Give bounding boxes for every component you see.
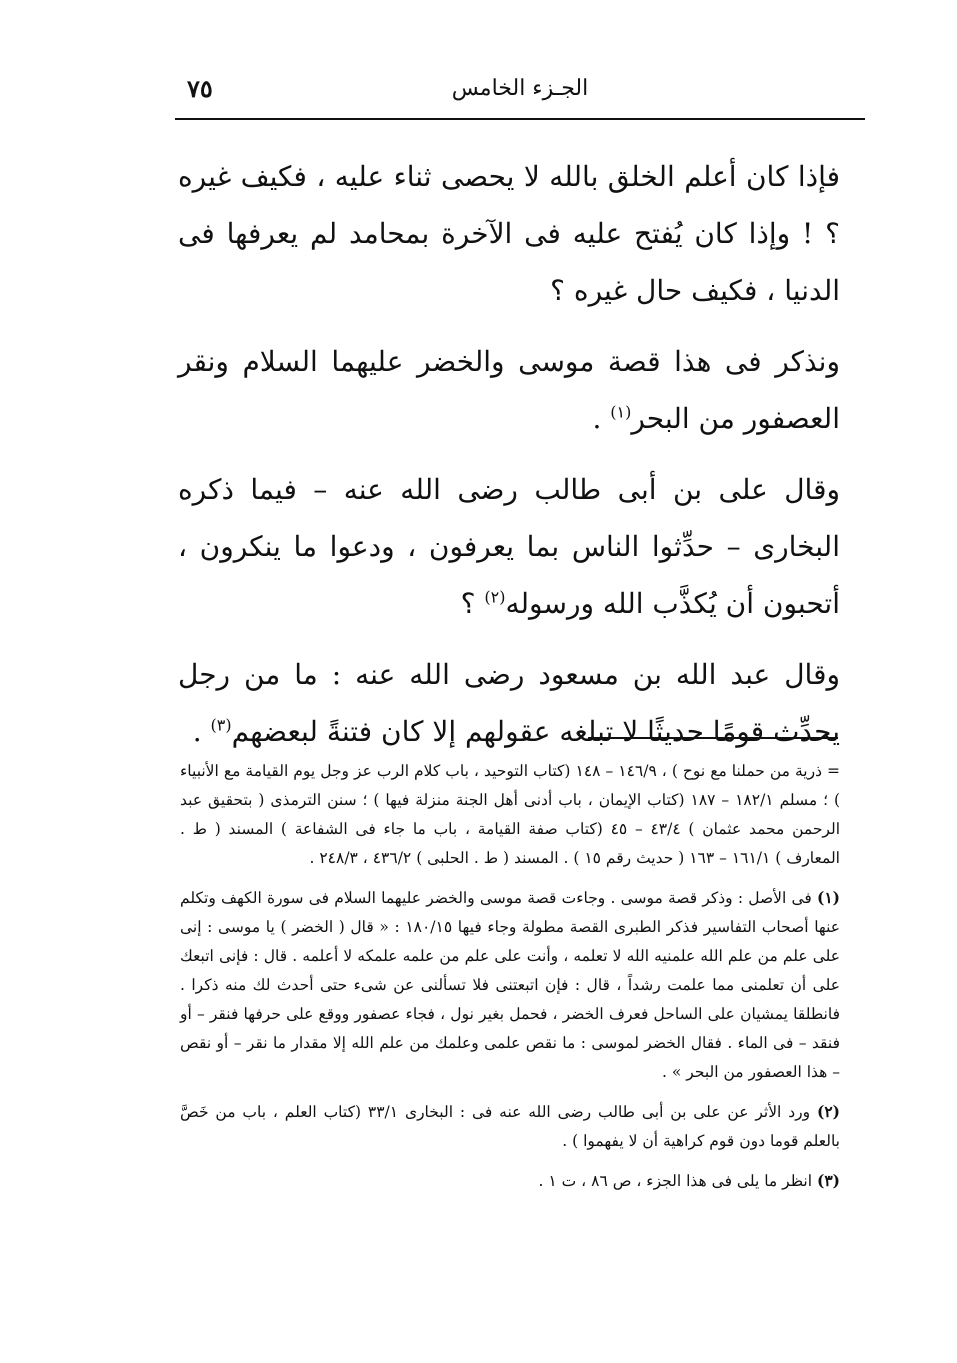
main-text xyxy=(178,148,840,774)
footnote xyxy=(180,1166,840,1196)
footnote xyxy=(180,1097,840,1156)
paragraph xyxy=(178,461,840,632)
footnote-text: = ذرية من حملنا مع نوح ) ، ١٤٦/٩ – ١٤٨ (كتاب التوحيد ، باب كلام الرب عز وجل يوم القيامة مع الأنبياء ) ؛ مسلم ١٨٢/١ – ١٨٧ (كتاب الإيمان ، باب أدنى أهل الجنة منزلة فيها ) ؛ سنن الترمذى ( بتحقيق عبد الرحمن محمد عثمان ) ٤٣/٤ – ٤٥ (كتاب صفة القيامة ، باب ما جاء فى الشفاعة ) المسند ( ط . المعارف ) ١٦١/١ – ١٦٣ ( حديث رقم ١٥ ) . المسند ( ط . الحلبى ) ٤٣٦/٢ ، ٢٤٨/٣ . xyxy=(180,762,841,867)
footnote-number: (٢) xyxy=(816,1102,840,1121)
paragraph-text: ونذكر فى هذا قصة موسى والخضر عليهما السلام ونقر العصفور من البحر xyxy=(178,345,840,435)
paragraph-text: وقال عبد الله بن مسعود رضى الله عنه : ما من رجل يحدِّث قومًا حديثًا لا تبلغه عقولهم إلا كان فتنةً لبعضهم xyxy=(178,658,840,748)
running-title: الجـزء الخامس xyxy=(451,76,589,101)
footnote-ref[interactable]: (٣) xyxy=(210,715,232,735)
footnote-number: (١) xyxy=(816,888,840,907)
paragraph xyxy=(178,646,840,760)
footnote-ref[interactable]: (١) xyxy=(610,402,632,422)
footnote xyxy=(180,883,840,1087)
footnote-text: فى الأصل : وذكر قصة موسى . وجاءت قصة موسى والخضر عليهما السلام فى سورة الكهف وتكلم عنها أصحاب التفاسير فذكر الطبرى القصة مطولة وجاء فيها ١٨٠/١٥ : « قال ( الخضر ) يا موسى : إنى على علم من علم الله علمنيه الله لا تعلمه ، وأنت على علم من علمه علمكه لا أعلمه . قال : فإنى اتبعك على أن تعلمنى مما علمت رشداً ، قال : فإن اتبعتنى فلا تسألنى عن شىء حتى أحدث لك منه ذكرا . فانطلقا يمشيان على الساحل فعرف الخضر ، فحمل بغير نول ، فجاء عصفور ووقع على حرفها فنقر – أو فنقد – فى الماء . فقال الخضر لموسى : ما نقص علمى وعلمك من علم الله إلا مقدار ما نقر – أو نقص – هذا العصفور من البحر » . xyxy=(180,889,840,1081)
page-header xyxy=(175,72,865,112)
footnote-text: ورد الأثر عن على بن أبى طالب رضى الله عنه فى : البخارى ٣٣/١ (كتاب العلم ، باب من خَصَّ بالعلم قوما دون قوم كراهية أن لا يفهموا ) . xyxy=(180,1103,840,1150)
paragraph xyxy=(178,148,840,319)
page-number: ٧٥ xyxy=(187,74,213,103)
footnote-ref[interactable]: (٢) xyxy=(484,587,506,607)
paragraph-tail: . xyxy=(592,402,611,435)
footnote-text: انظر ما يلى فى هذا الجزء ، ص ٨٦ ، ت ١ . xyxy=(538,1172,813,1190)
footnote-continuation xyxy=(180,757,840,873)
paragraph-text: فإذا كان أعلم الخلق بالله لا يحصى ثناء عليه ، فكيف غيره ؟ ! وإذا كان يُفتح عليه فى الآخرة بمحامد لم يعرفها فى الدنيا ، فكيف حال غيره ؟ xyxy=(178,160,840,307)
paragraph-text: وقال على بن أبى طالب رضى الله عنه – فيما ذكره البخارى – حدِّثوا الناس بما يعرفون ، ودعوا ما ينكرون ، أتحبون أن يُكذَّب الله ورسوله xyxy=(178,473,840,620)
footnote-separator xyxy=(588,737,838,739)
footnote-number: (٣) xyxy=(816,1171,840,1190)
paragraph-tail: ؟ xyxy=(460,587,485,620)
footnotes xyxy=(180,757,840,1206)
header-rule xyxy=(175,118,865,120)
paragraph-tail: . xyxy=(192,715,211,748)
paragraph xyxy=(178,333,840,447)
